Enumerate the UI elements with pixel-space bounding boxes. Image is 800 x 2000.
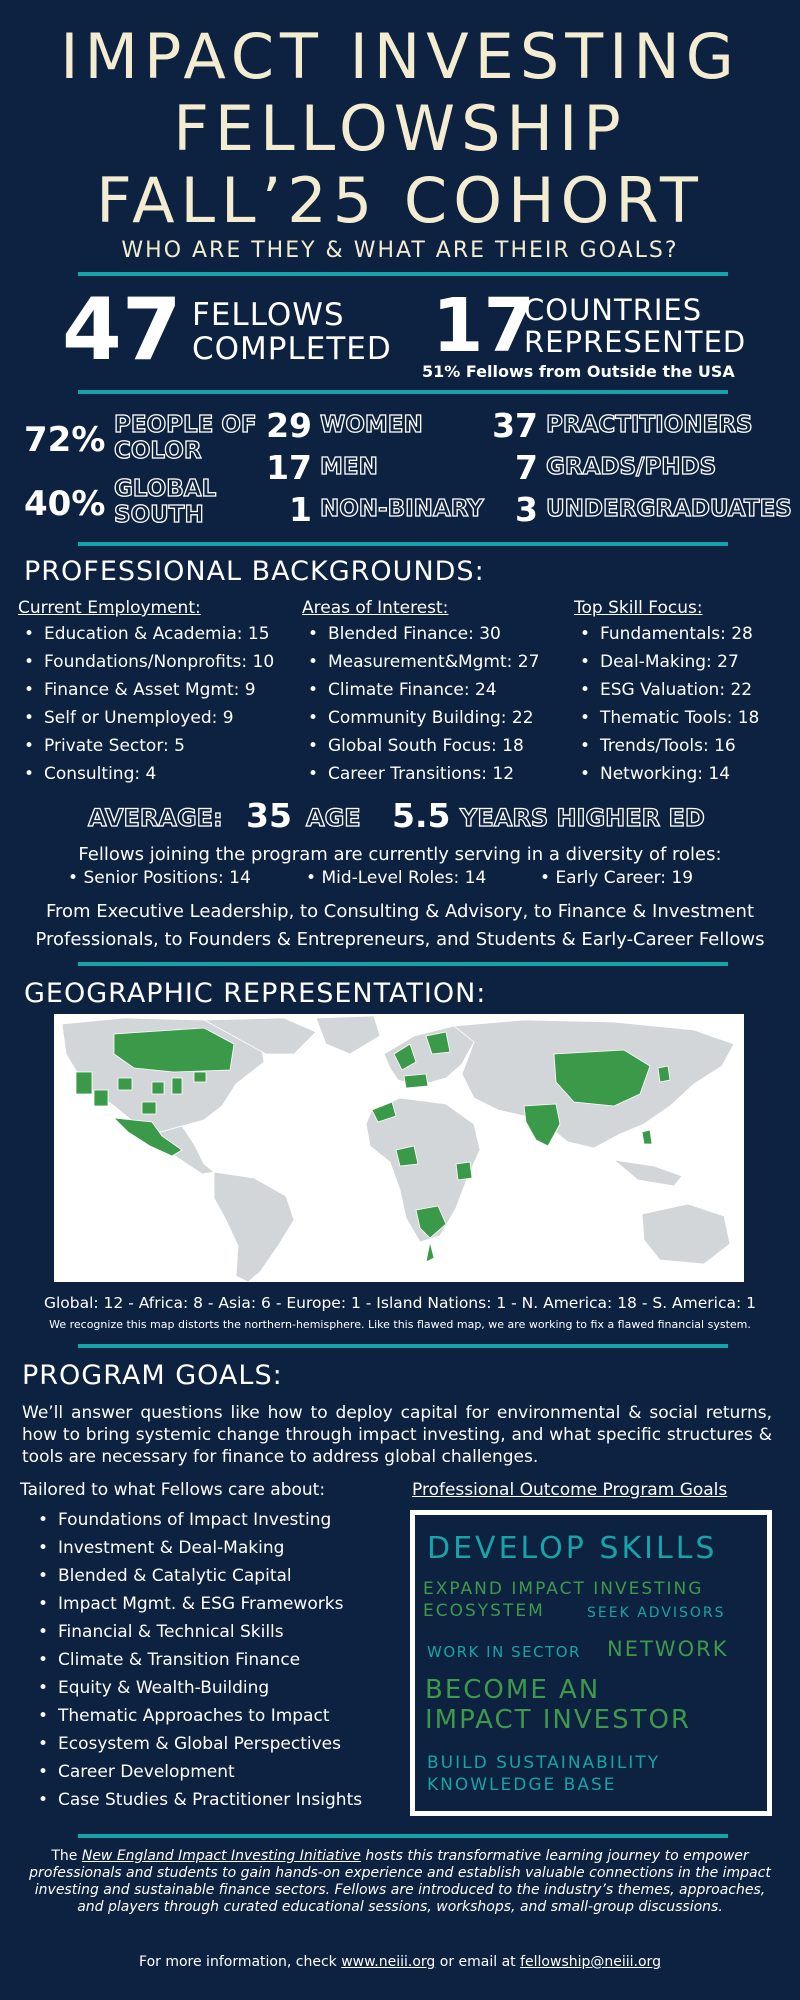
men-label: MEN <box>320 454 378 480</box>
role-senior-text: Senior Positions: 14 <box>83 868 251 888</box>
website-link[interactable]: www.neiii.org <box>341 1954 436 1970</box>
undergrads-value: 3 <box>515 490 538 529</box>
fellows-label-2: COMPLETED <box>192 331 392 367</box>
geo-counts: Global: 12 - Africa: 8 - Asia: 6 - Europe: 1 - Island Nations: 1 - N. America: 18 - S. America: 1 <box>43 1294 757 1312</box>
goal-seek-advisors: SEEK ADVISORS <box>587 1605 726 1621</box>
list-item: • Measurement&Mgmt: 27 <box>302 648 539 676</box>
more-info-text: For more information, check <box>139 1954 337 1970</box>
list-item: • Networking: 14 <box>574 760 759 788</box>
undergrads-label: UNDERGRADUATES <box>546 496 792 522</box>
list-item: • Climate & Transition Finance <box>32 1646 362 1674</box>
role-mid: • Mid-Level Roles: 14 <box>306 868 487 888</box>
grads-label: GRADS/PHDS <box>546 454 717 480</box>
list-item: • Finance & Asset Mgmt: 9 <box>18 676 274 704</box>
age-value: 35 <box>246 796 292 835</box>
goal-build-1: BUILD SUSTAINABILITY <box>427 1753 661 1773</box>
list-item: • Thematic Approaches to Impact <box>32 1702 362 1730</box>
list-item: • Blended & Catalytic Capital <box>32 1562 362 1590</box>
role-early: • Early Career: 19 <box>540 868 694 888</box>
title-line-1: IMPACT INVESTING <box>60 20 740 93</box>
years-label: YEARS HIGHER ED <box>460 804 705 832</box>
women-label: WOMEN <box>320 412 423 438</box>
outcome-title: Professional Outcome Program Goals <box>412 1480 728 1500</box>
footer-the: The <box>51 1848 78 1864</box>
list-item: • Case Studies & Practitioner Insights <box>32 1786 362 1814</box>
list-item: • Investment & Deal-Making <box>32 1534 362 1562</box>
list-item: • Education & Academia: 15 <box>18 620 274 648</box>
list-item: • Ecosystem & Global Perspectives <box>32 1730 362 1758</box>
goal-expand-1: EXPAND IMPACT INVESTING <box>423 1579 704 1599</box>
list-item: • Foundations/Nonprofits: 10 <box>18 648 274 676</box>
men-value: 17 <box>266 448 312 487</box>
title-line-2: FELLOWSHIP <box>173 92 627 165</box>
fellows-label-1: FELLOWS <box>192 297 345 333</box>
poc-label-1: PEOPLE OF <box>114 412 257 438</box>
interest-title: Areas of Interest: <box>302 598 449 618</box>
practitioners-label: PRACTITIONERS <box>546 412 753 438</box>
geo-note: We recognize this map distorts the northern-hemisphere. Like this flawed map, we are working to fix a flawed financial system. <box>49 1318 751 1331</box>
divider <box>78 962 728 966</box>
email-link[interactable]: fellowship@neiii.org <box>520 1954 661 1970</box>
goal-become-1: BECOME AN <box>425 1675 601 1705</box>
poc-value: 72% <box>24 420 106 460</box>
goal-become-2: IMPACT INVESTOR <box>425 1705 691 1735</box>
footer-contact <box>0 1954 800 1970</box>
poc-label-2: COLOR <box>114 438 202 464</box>
divider <box>78 1834 728 1838</box>
global-south-value: 40% <box>24 484 106 524</box>
list-item: • Private Sector: 5 <box>18 732 274 760</box>
list-item: • Career Development <box>32 1758 362 1786</box>
roles-intro: Fellows joining the program are currently serving in a diversity of roles: <box>78 844 722 865</box>
list-item: • Consulting: 4 <box>18 760 274 788</box>
list-item: • Trends/Tools: 16 <box>574 732 759 760</box>
employment-title: Current Employment: <box>18 598 201 618</box>
list-item: • Self or Unemployed: 9 <box>18 704 274 732</box>
backgrounds-heading: PROFESSIONAL BACKGROUNDS: <box>24 556 485 587</box>
skills-column <box>574 598 759 788</box>
list-item: • Fundamentals: 28 <box>574 620 759 648</box>
goal-work-in-sector: WORK IN SECTOR <box>427 1643 581 1661</box>
list-item: • Foundations of Impact Investing <box>32 1506 362 1534</box>
role-early-text: Early Career: 19 <box>555 868 694 888</box>
global-south-label-2: SOUTH <box>114 502 204 528</box>
goal-build-2: KNOWLEDGE BASE <box>427 1775 617 1795</box>
list-item: • Community Building: 22 <box>302 704 539 732</box>
divider <box>78 542 728 546</box>
or-email-text: or email at <box>439 1954 516 1970</box>
list-item: • Thematic Tools: 18 <box>574 704 759 732</box>
world-map-svg <box>54 1014 744 1282</box>
global-south-label-1: GLOBAL <box>114 476 217 502</box>
goal-network: NETWORK <box>607 1637 729 1661</box>
list-item: • Blended Finance: 30 <box>302 620 539 648</box>
interest-column <box>302 598 539 788</box>
countries-label-1: COUNTRIES <box>524 293 703 327</box>
practitioners-value: 37 <box>492 406 538 445</box>
list-item: • ESG Valuation: 22 <box>574 676 759 704</box>
list-item: • Financial & Technical Skills <box>32 1618 362 1646</box>
fellows-number: 47 <box>62 280 182 380</box>
tailored-list <box>32 1506 362 1814</box>
subtitle: WHO ARE THEY & WHAT ARE THEIR GOALS? <box>121 238 679 263</box>
non-binary-label: NON-BINARY <box>320 496 484 522</box>
tailored-title: Tailored to what Fellows care about: <box>20 1480 326 1500</box>
countries-note: 51% Fellows from Outside the USA <box>422 362 735 381</box>
list-item: • Career Transitions: 12 <box>302 760 539 788</box>
goals-heading: PROGRAM GOALS: <box>22 1360 283 1391</box>
goals-intro: We’ll answer questions like how to deploy capital for environmental & social returns, how to bring systemic change through impact investing, and what specific structures & tools are necessary for finance to address global challenges. <box>22 1403 772 1467</box>
title-line-3: FALL’25 COHORT <box>96 164 704 237</box>
divider <box>78 1344 728 1348</box>
footer-description <box>24 1848 776 1916</box>
employment-column <box>18 598 274 788</box>
countries-label-2: REPRESENTED <box>524 325 747 359</box>
outcome-goals-box <box>410 1510 772 1816</box>
list-item: • Equity & Wealth-Building <box>32 1674 362 1702</box>
role-senior: • Senior Positions: 14 <box>68 868 251 888</box>
average-label: AVERAGE: <box>88 804 223 832</box>
footer-desc-text: hosts this transformative learning journey to empower professionals and students to gain hands-on experience and establish valuable connections in the impact investing and sustainable finance sectors. Fellows are introduced to the industry’s themes, approaches, and players through curated educational sessions, workshops, and small-group discussions. <box>29 1848 771 1915</box>
age-label: AGE <box>306 804 361 832</box>
world-map <box>54 1014 744 1282</box>
countries-number: 17 <box>432 283 535 369</box>
geo-heading: GEOGRAPHIC REPRESENTATION: <box>24 978 487 1009</box>
goal-expand-2: ECOSYSTEM <box>423 1601 545 1621</box>
role-mid-text: Mid-Level Roles: 14 <box>321 868 487 888</box>
skills-title: Top Skill Focus: <box>574 598 703 618</box>
list-item: • Global South Focus: 18 <box>302 732 539 760</box>
non-binary-value: 1 <box>289 490 312 529</box>
roles-description: From Executive Leadership, to Consulting & Advisory, to Finance & Investment Professionals, to Founders & Entrepreneurs, and Students & Early-Career Fellows <box>35 901 765 950</box>
years-value: 5.5 <box>392 796 451 835</box>
list-item: • Deal-Making: 27 <box>574 648 759 676</box>
list-item: • Climate Finance: 24 <box>302 676 539 704</box>
women-value: 29 <box>266 406 312 445</box>
divider <box>78 390 728 394</box>
list-item: • Impact Mgmt. & ESG Frameworks <box>32 1590 362 1618</box>
divider <box>78 272 728 276</box>
grads-value: 7 <box>515 448 538 487</box>
org-link[interactable]: New England Impact Investing Initiative <box>81 1848 361 1864</box>
goal-develop-skills: DEVELOP SKILLS <box>427 1531 718 1566</box>
